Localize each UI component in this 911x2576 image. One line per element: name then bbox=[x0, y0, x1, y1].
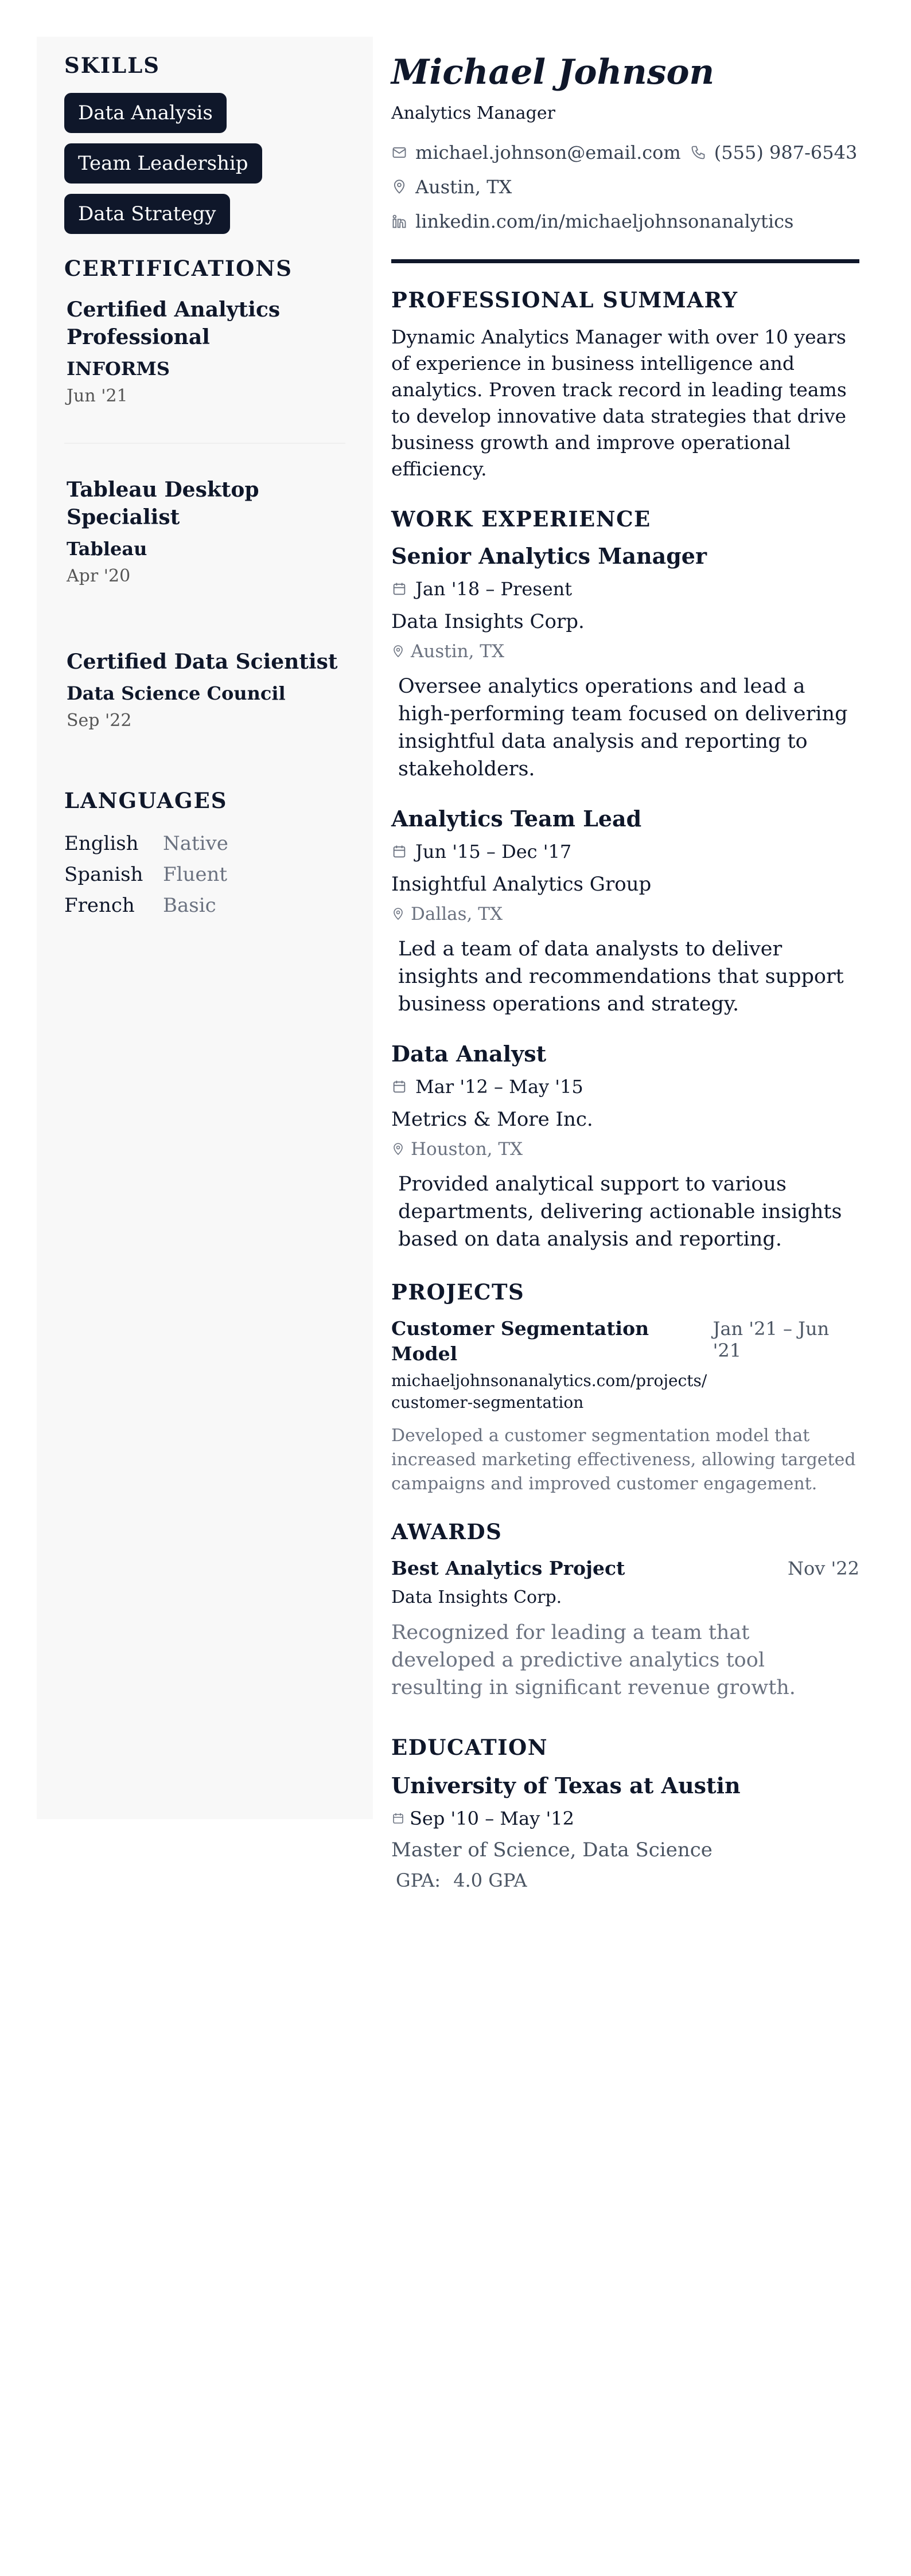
language-row bbox=[64, 890, 345, 921]
calendar-icon bbox=[391, 1079, 407, 1095]
award-title: Best Analytics Project bbox=[391, 1557, 625, 1579]
job-location-row bbox=[391, 1137, 859, 1161]
job-location: Austin, TX bbox=[411, 641, 505, 662]
project-dates: Jan '21 – Jun '21 bbox=[713, 1318, 830, 1361]
job-dates: Jan '18 – Present bbox=[415, 578, 573, 600]
location-text: Austin, TX bbox=[415, 176, 512, 198]
skills-list bbox=[64, 93, 345, 234]
job-dates: Jun '15 – Dec '17 bbox=[415, 841, 572, 862]
summary-text: Dynamic Analytics Manager with over 10 years of experience in business intelligence and analytics. Proven track record in leading teams to develop innovative data strategies that drive business growth and improve operational efficiency. bbox=[391, 326, 847, 480]
map-pin-icon bbox=[391, 907, 405, 921]
calendar-icon bbox=[391, 1812, 405, 1825]
calendar-icon bbox=[391, 581, 407, 597]
job-entry bbox=[391, 542, 859, 783]
gpa-value: 4.0 GPA bbox=[453, 1869, 527, 1891]
skill-tag: Data Strategy bbox=[64, 194, 230, 234]
job-entry bbox=[391, 1040, 859, 1253]
language-level: Native bbox=[163, 832, 228, 855]
certification-item bbox=[64, 648, 345, 732]
skill-tag: Data Analysis bbox=[64, 93, 227, 133]
job-company: Insightful Analytics Group bbox=[391, 873, 652, 896]
language-row bbox=[64, 828, 345, 859]
contact-row bbox=[391, 174, 859, 200]
language-name: French bbox=[64, 894, 135, 917]
project-description: Developed a customer segmentation model that increased marketing effectiveness, allowing targeted campaigns and improved customer engagement. bbox=[391, 1426, 856, 1494]
experience-section bbox=[391, 505, 859, 1253]
job-description: Led a team of data analysts to deliver insights and recommendations that support business operations and strategy. bbox=[398, 938, 844, 1016]
certification-org: INFORMS bbox=[67, 358, 170, 380]
linkedin-link[interactable]: linkedin.com/in/michaeljohnsonanalytics bbox=[415, 210, 794, 232]
education-degree: Master of Science, Data Science bbox=[391, 1839, 713, 1861]
project-link[interactable]: michaeljohnsonanalytics.com/projects/customer-segmentation bbox=[391, 1371, 707, 1412]
language-row bbox=[64, 859, 345, 890]
certification-title: Certified Data Scientist bbox=[67, 650, 338, 674]
candidate-role: Analytics Manager bbox=[391, 103, 555, 123]
skills-heading: SKILLS bbox=[64, 53, 160, 78]
map-pin-icon bbox=[391, 179, 407, 195]
award-date: Nov '22 bbox=[787, 1558, 859, 1579]
languages-list bbox=[64, 828, 345, 921]
certification-item bbox=[64, 476, 345, 587]
contact-row bbox=[391, 140, 859, 165]
email-link[interactable]: michael.johnson@email.com bbox=[415, 142, 681, 163]
certification-title: Tableau Desktop Specialist bbox=[67, 478, 259, 529]
projects-section bbox=[391, 1278, 859, 1496]
skill-tag: Team Leadership bbox=[64, 143, 262, 184]
education-heading: EDUCATION bbox=[391, 1735, 548, 1760]
job-dates-row bbox=[391, 839, 859, 864]
education-dates-row bbox=[391, 1806, 859, 1831]
language-level: Basic bbox=[163, 894, 216, 917]
language-name: Spanish bbox=[64, 863, 143, 886]
contact-row bbox=[391, 209, 859, 234]
job-dates-row bbox=[391, 1074, 859, 1099]
job-description: Provided analytical support to various departments, delivering actionable insights based on data analysis and reporting. bbox=[398, 1173, 842, 1251]
job-company: Metrics & More Inc. bbox=[391, 1108, 593, 1131]
summary-section bbox=[391, 286, 859, 482]
job-description: Oversee analytics operations and lead a high-performing team focused on delivering insightful data analysis and reporting to stakeholders. bbox=[398, 675, 848, 780]
job-title: Analytics Team Lead bbox=[391, 806, 642, 832]
award-entry bbox=[391, 1556, 859, 1701]
education-dates: Sep '10 – May '12 bbox=[410, 1808, 574, 1829]
job-location-row bbox=[391, 639, 859, 663]
job-dates-row bbox=[391, 576, 859, 602]
certifications-heading: CERTIFICATIONS bbox=[64, 256, 293, 281]
map-pin-icon bbox=[391, 1142, 405, 1156]
projects-heading: PROJECTS bbox=[391, 1279, 525, 1305]
certification-date: Apr '20 bbox=[67, 566, 131, 586]
job-company: Data Insights Corp. bbox=[391, 610, 585, 633]
phone-icon bbox=[690, 145, 706, 161]
contact-info bbox=[391, 140, 859, 234]
header-divider bbox=[391, 259, 859, 263]
awards-section bbox=[391, 1518, 859, 1701]
project-entry bbox=[391, 1316, 859, 1496]
certification-spacer bbox=[64, 587, 345, 648]
job-entry bbox=[391, 805, 859, 1018]
education-gpa bbox=[391, 1868, 859, 1893]
sidebar bbox=[37, 37, 373, 1819]
language-name: English bbox=[64, 832, 139, 855]
project-header bbox=[391, 1316, 859, 1367]
mail-icon bbox=[391, 145, 407, 161]
job-location: Dallas, TX bbox=[411, 904, 503, 924]
language-level: Fluent bbox=[163, 863, 228, 886]
certification-date: Sep '22 bbox=[67, 711, 132, 731]
main-content bbox=[391, 50, 859, 1893]
certification-item bbox=[64, 296, 345, 407]
education-entry bbox=[391, 1771, 859, 1893]
award-description: Recognized for leading a team that developed a predictive analytics tool resulting in significant revenue growth. bbox=[391, 1621, 796, 1699]
job-location-row bbox=[391, 902, 859, 926]
certification-org: Tableau bbox=[67, 538, 147, 560]
certification-divider bbox=[64, 443, 345, 444]
certification-org: Data Science Council bbox=[67, 682, 286, 704]
candidate-name: Michael Johnson bbox=[391, 52, 715, 92]
award-header bbox=[391, 1556, 859, 1581]
calendar-icon bbox=[391, 844, 407, 860]
awards-heading: AWARDS bbox=[391, 1519, 503, 1544]
project-title: Customer Segmentation Model bbox=[391, 1317, 649, 1365]
phone-link[interactable]: (555) 987-6543 bbox=[714, 142, 858, 163]
job-dates: Mar '12 – May '15 bbox=[415, 1076, 583, 1098]
experience-heading: WORK EXPERIENCE bbox=[391, 506, 651, 532]
award-org: Data Insights Corp. bbox=[391, 1587, 562, 1607]
job-location: Houston, TX bbox=[411, 1139, 523, 1160]
job-title: Data Analyst bbox=[391, 1041, 547, 1067]
languages-heading: LANGUAGES bbox=[64, 788, 228, 813]
education-school: University of Texas at Austin bbox=[391, 1773, 741, 1798]
certification-title: Certified Analytics Professional bbox=[67, 298, 281, 349]
linkedin-icon bbox=[391, 213, 407, 229]
summary-heading: PROFESSIONAL SUMMARY bbox=[391, 287, 738, 313]
job-title: Senior Analytics Manager bbox=[391, 543, 707, 569]
education-section bbox=[391, 1734, 859, 1893]
map-pin-icon bbox=[391, 645, 405, 658]
certification-date: Jun '21 bbox=[67, 386, 128, 406]
gpa-label: GPA: bbox=[396, 1869, 441, 1891]
